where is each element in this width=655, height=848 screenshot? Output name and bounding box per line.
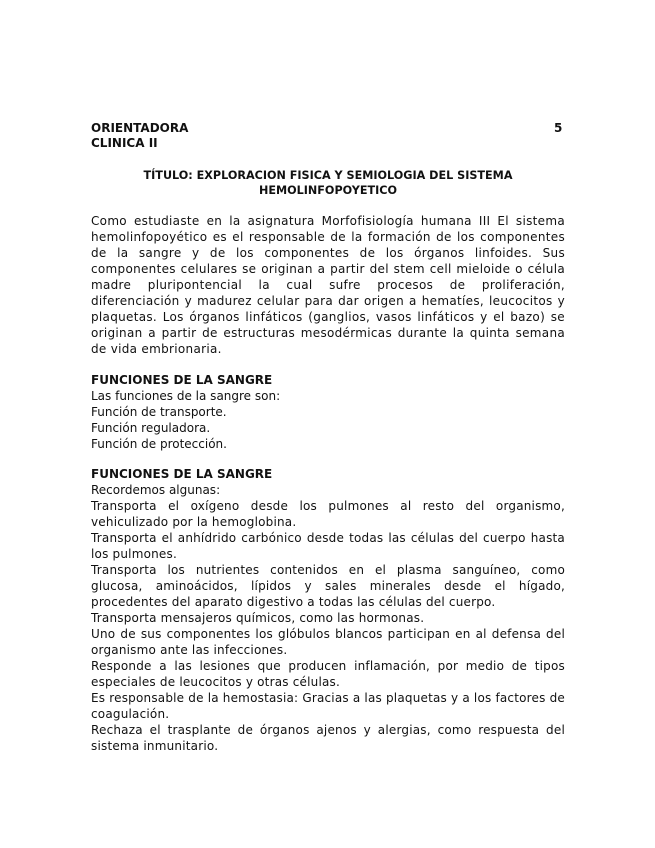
section-intro: Las funciones de la sangre son: bbox=[91, 389, 281, 403]
list-item: Transporta los nutrientes contenidos en el plasma sanguíneo, como glucosa, aminoácidos, lípidos y sales minerales desde el hígado, procedentes del aparato digestivo a todas las células del cuerpo. bbox=[91, 563, 565, 609]
list-item: Transporta el oxígeno desde los pulmones al resto del organismo, vehiculizado por la hemoglobina. bbox=[91, 499, 565, 529]
header-course bbox=[91, 121, 188, 151]
section-blood-functions-detail bbox=[91, 466, 565, 754]
list-item: Uno de sus componentes los glóbulos blancos participan en al defensa del organismo ante las infecciones. bbox=[91, 627, 565, 657]
list-item: Transporta mensajeros químicos, como las hormonas. bbox=[91, 611, 425, 625]
section-intro: Recordemos algunas: bbox=[91, 483, 221, 497]
title-line-2: HEMOLINFOPOYETICO bbox=[258, 184, 398, 197]
list-item: Función reguladora. bbox=[91, 421, 211, 435]
intro-paragraph: Como estudiaste en la asignatura Morfofisiología humana III El sistema hemolinfopoyético es el responsable de la formación de los componentes de la sangre y de los componentes de los órganos linfoides. Sus componentes celulares se originan a partir del stem cell mieloide o célula madre pluripontencial la cual sufre procesos de proliferación, diferenciación y madurez celular para dar origen a hematíes, leucocitos y plaquetas. Los órganos linfáticos (ganglios, vasos linfáticos y el bazo) se originan a partir de estructuras mesodérmicas durante la quinta semana de vida embrionaria. bbox=[91, 214, 565, 356]
section-heading: FUNCIONES DE LA SANGRE bbox=[91, 373, 273, 387]
section-heading: FUNCIONES DE LA SANGRE bbox=[91, 467, 273, 481]
header-line-2: CLINICA II bbox=[91, 136, 158, 150]
list-item: Función de transporte. bbox=[91, 405, 227, 419]
page-number: 5 bbox=[554, 121, 563, 135]
document-title bbox=[91, 168, 565, 198]
header-line-1: ORIENTADORA bbox=[91, 121, 189, 135]
title-line-1: TÍTULO: EXPLORACION FISICA Y SEMIOLOGIA DEL SISTEMA bbox=[143, 169, 513, 182]
list-item: Rechaza el trasplante de órganos ajenos y alergias, como respuesta del sistema inmunitario. bbox=[91, 723, 565, 753]
list-item: Transporta el anhídrido carbónico desde todas las células del cuerpo hasta los pulmones. bbox=[91, 531, 565, 561]
section-blood-functions bbox=[91, 372, 565, 452]
list-item: Función de protección. bbox=[91, 437, 227, 451]
list-item: Es responsable de la hemostasia: Gracias a las plaquetas y a los factores de coagulación. bbox=[91, 691, 565, 721]
list-item: Responde a las lesiones que producen inflamación, por medio de tipos especiales de leucocitos y otras células. bbox=[91, 659, 565, 689]
